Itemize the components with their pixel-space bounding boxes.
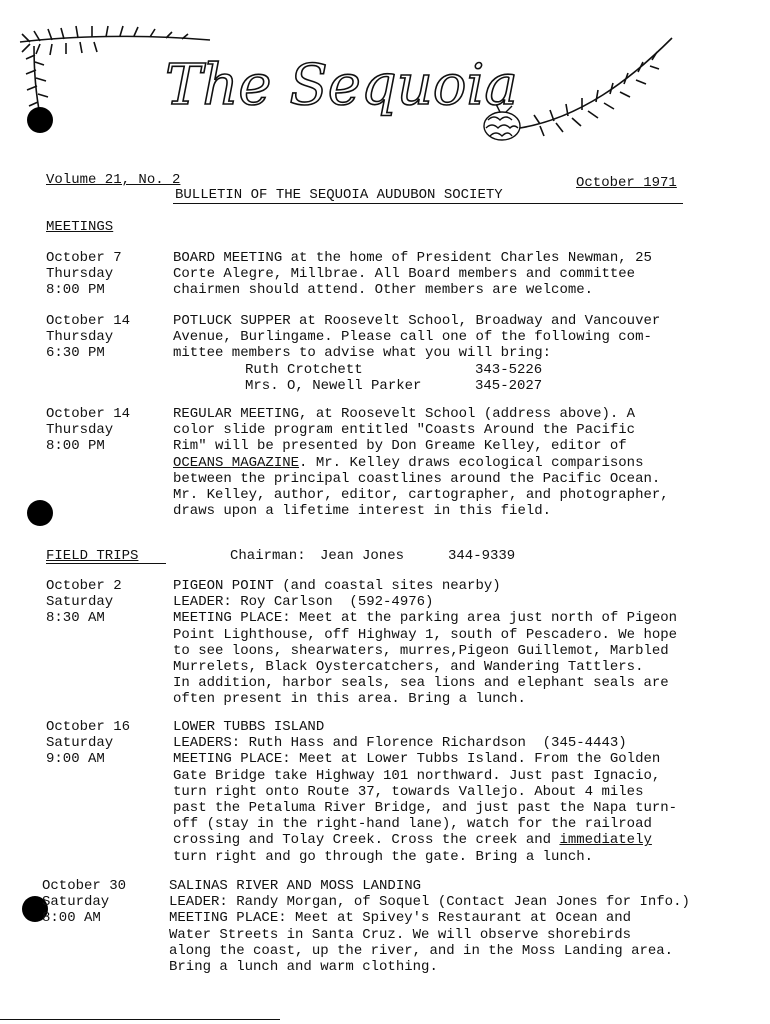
meeting-1-date: October 7 Thursday 8:00 PM bbox=[46, 250, 122, 299]
binder-hole-middle bbox=[27, 500, 53, 526]
masthead-title-script bbox=[165, 53, 518, 118]
masthead-art bbox=[0, 0, 770, 170]
contact-1-name: Ruth Crotchett bbox=[245, 362, 363, 378]
binder-hole-top bbox=[27, 107, 53, 133]
pine-branch-right-icon bbox=[520, 38, 672, 136]
meeting-2-date: October 14 Thursday 6:30 PM bbox=[46, 313, 131, 362]
meetings-heading: MEETINGS bbox=[46, 219, 114, 235]
trip-3-text: SALINAS RIVER AND MOSS LANDING LEADER: Randy Morgan, of Soquel (Contact Jean Jones for Info.) MEETING PLACE: Meet at Spivey's Restaurant at Ocean and Water Streets in Santa Cruz. We will observe shorebirds along the coast, up the river, and in the Moss Landing area. Bring a lunch and warm clothing. bbox=[169, 878, 690, 976]
contact-2-phone: 345-2027 bbox=[475, 378, 543, 394]
chairman-name: Jean Jones bbox=[320, 548, 405, 564]
trip-2-text: LOWER TUBBS ISLAND LEADERS: Ruth Hass and Florence Richardson (345-4443) MEETING PLACE: Meet at Lower Tubbs Island. From the Golden Gate Bridge take Highway 101 northward. Just past Ignacio, turn right onto Route 37, towards Vallejo. About 4 miles past the Petaluma River Bridge, and just past the Napa turn- off (stay in the right-hand lane), watch for the railroad crossing and Tolay Creek. Cross the creek and immediately turn right and go through the gate. Bring a lunch. bbox=[173, 719, 678, 865]
contact-2-name: Mrs. O, Newell Parker bbox=[245, 378, 422, 394]
meeting-2-text: POTLUCK SUPPER at Roosevelt School, Broadway and Vancouver Avenue, Burlingame. Please call one of the following com- mittee members to advise what you will bring: bbox=[173, 313, 661, 362]
chairman-phone: 344-9339 bbox=[448, 548, 516, 564]
field-trips-rule bbox=[46, 563, 166, 564]
meeting-3-text: REGULAR MEETING, at Roosevelt School (address above). A color slide program entitled "Coasts Around the Pacific Rim" will be presented by Don Greame Kelley, editor of OCEANS MAGAZINE. Mr. Kelley draws ecological comparisons between the principal coastlines around the Pacific Ocean. Mr. Kelley, author, editor, cartographer, and photographer, draws upon a lifetime interest in this field. bbox=[173, 406, 669, 520]
bulletin-title: BULLETIN OF THE SEQUOIA AUDUBON SOCIETY bbox=[175, 187, 503, 203]
meeting-1-text: BOARD MEETING at the home of President Charles Newman, 25 Corte Alegre, Millbrae. All Board members and committee chairmen should attend. Other members are welcome. bbox=[173, 250, 652, 299]
field-trips-heading: FIELD TRIPS bbox=[46, 548, 139, 564]
trip-1-date: October 2 Saturday 8:30 AM bbox=[46, 578, 122, 627]
footer-rule bbox=[0, 1019, 280, 1020]
trip-2-date: October 16 Saturday 9:00 AM bbox=[46, 719, 131, 768]
volume-number: Volume 21, No. 2 bbox=[46, 172, 181, 188]
trip-1-text: PIGEON POINT (and coastal sites nearby) LEADER: Roy Carlson (592-4976) MEETING PLACE: Meet at the parking area just north of Pigeon Point Lighthouse, off Highway 1, south of Pescadero. We hope to see loons, shearwaters, murres,Pigeon Guillemot, Marbled Murrelets, Black Oystercatchers, and Wandering Tattlers. In addition, harbor seals, sea lions and elephant seals are often present in this area. Bring a lunch. bbox=[173, 578, 678, 708]
meeting-3-date: October 14 Thursday 8:00 PM bbox=[46, 406, 131, 455]
immediately-emphasis: immediately bbox=[559, 832, 652, 849]
issue-date: October 1971 bbox=[576, 175, 677, 191]
masthead-title: The Sequoia bbox=[165, 53, 518, 118]
contact-1-phone: 343-5226 bbox=[475, 362, 543, 378]
chairman-label: Chairman: bbox=[230, 548, 306, 564]
oceans-magazine-title: OCEANS MAGAZINE bbox=[173, 454, 300, 471]
trip-3-date: October 30 Saturday 8:00 AM bbox=[42, 878, 127, 927]
